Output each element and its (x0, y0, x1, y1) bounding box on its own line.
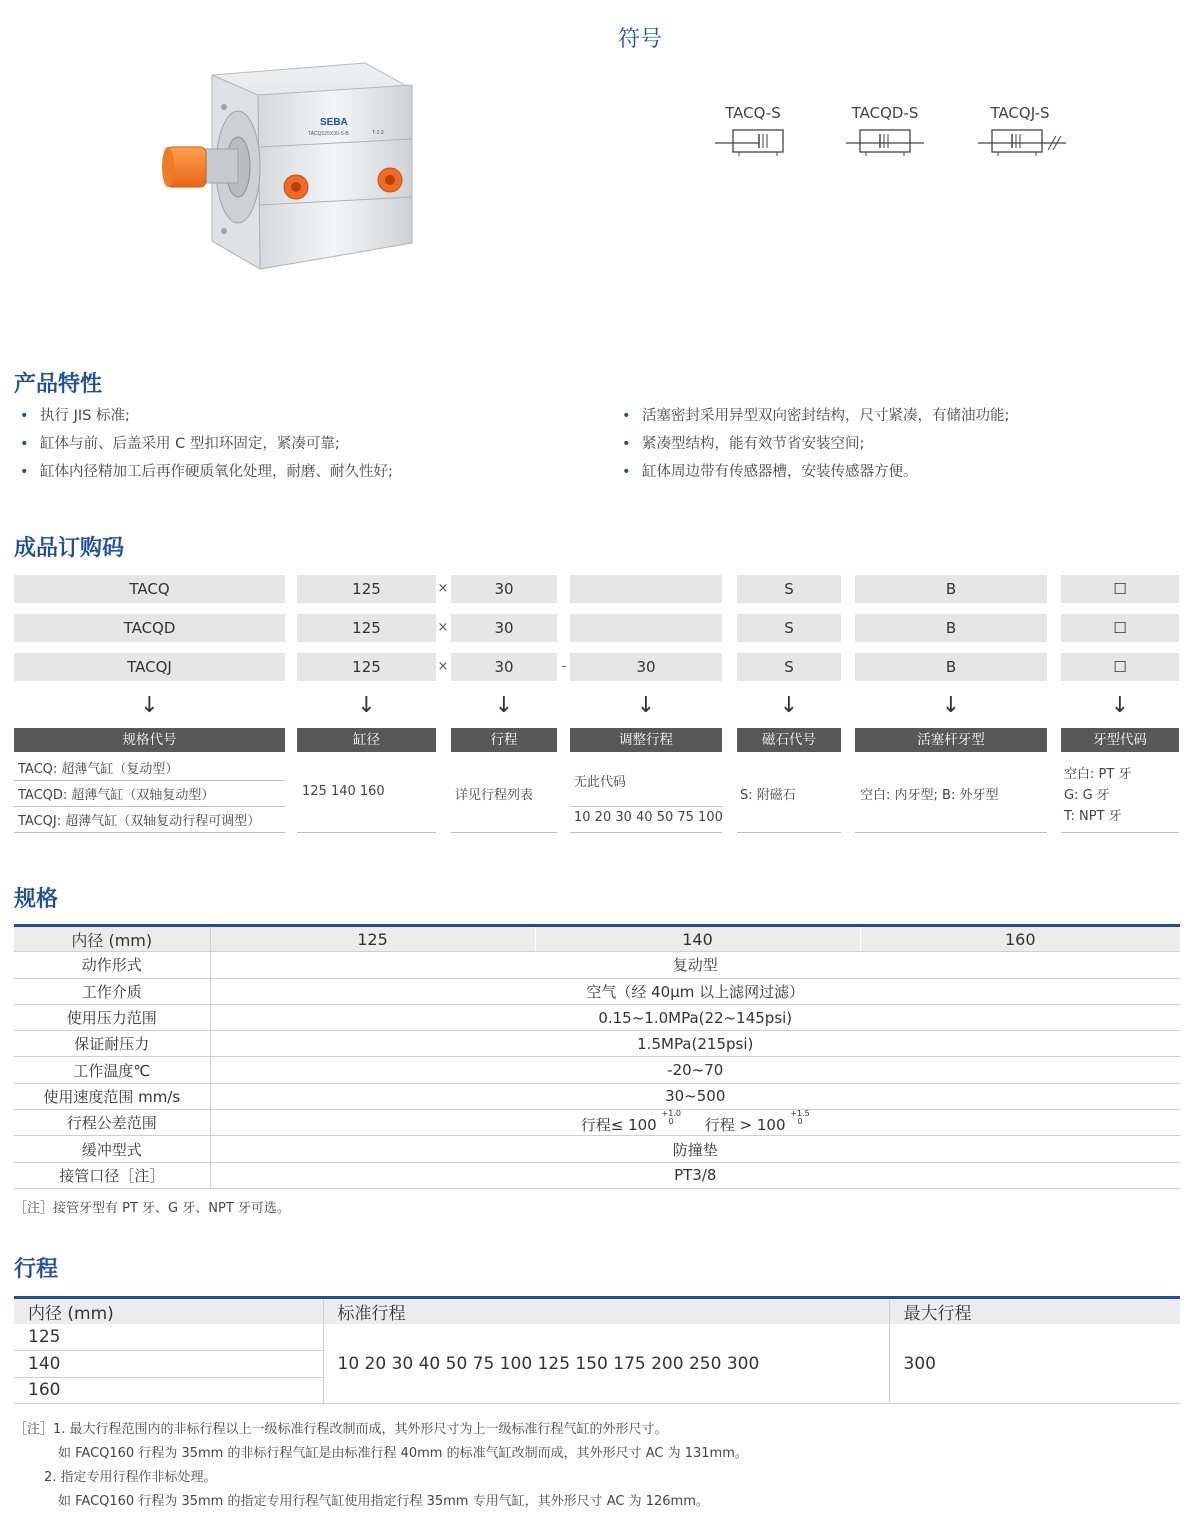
order-model-cell: TACQJ (14, 653, 285, 681)
feature-item: • 活塞密封采用异型双向密封结构，尺寸紧凑，有储油功能; (616, 402, 1186, 430)
spec-note: ［注］接管牙型有 PT 牙、G 牙、NPT 牙可选。 (14, 1201, 290, 1216)
feature-item: • 执行 JIS 标准; (14, 402, 594, 430)
tol-a: 行程≤ 100 (580, 1116, 662, 1135)
order-adjust-cell (570, 575, 722, 603)
spec-header-125: 125 (210, 926, 535, 952)
spec-row (14, 952, 1180, 978)
spec-row (14, 1136, 1180, 1162)
symbol-tacq-s (715, 126, 787, 158)
model-desc: TACQ: 超薄气缸（复动型） (18, 762, 179, 777)
order-thread-cell: ☐ (1061, 653, 1179, 681)
symbol-tacqj-s (978, 126, 1070, 158)
divider (14, 780, 285, 781)
order-magnet-cell: S (737, 614, 841, 642)
stroke-note: ［注］1. 最大行程范围内的非标行程以上一级标准行程改制而成，其外形尺寸为上一级标准行程气缸的外形尺寸。 (14, 1422, 668, 1437)
dash-sign: - (561, 659, 567, 674)
features-right-list (616, 402, 1186, 486)
times-sign: × (437, 659, 449, 674)
spec-row (14, 1110, 1180, 1136)
stroke-note: 2. 指定专用行程作非标处理。 (44, 1470, 217, 1485)
model-mark-2: T-2-3 (372, 130, 384, 136)
order-header-adjust: 调整行程 (570, 728, 722, 752)
order-header-thread: 牙型代码 (1061, 728, 1179, 752)
order-header-model: 规格代号 (14, 728, 285, 752)
spec-row (14, 978, 1180, 1004)
order-thread-cell: ☐ (1061, 614, 1179, 642)
order-thread-cell: ☐ (1061, 575, 1179, 603)
bore-desc: 125 140 160 (302, 784, 385, 799)
divider (14, 806, 285, 807)
rod-desc: 空白: 内牙型; B: 外牙型 (860, 788, 999, 803)
stroke-note: 如 FACQ160 行程为 35mm 的指定专用行程气缸使用指定行程 35mm 专用气缸，其外形尺寸 AC 为 126mm。 (58, 1494, 709, 1509)
adjust-desc: 10 20 30 40 50 75 100 (574, 810, 723, 825)
down-arrow-icon: ↓ (1110, 693, 1130, 718)
order-magnet-cell: S (737, 575, 841, 603)
stroke-header-bore: 内径 (mm) (14, 1298, 323, 1325)
divider (14, 832, 285, 833)
spec-key: 工作介质 (14, 978, 210, 1004)
stroke-standard-values: 10 20 30 40 50 75 100 125 150 175 200 250 300 (323, 1324, 889, 1404)
order-header-magnet: 磁石代号 (737, 728, 841, 752)
spec-row (14, 1004, 1180, 1030)
stroke-bore: 140 (14, 1351, 323, 1378)
spec-row (14, 1031, 1180, 1057)
spec-value: 1.5MPa(215psi) (210, 1031, 1180, 1057)
stroke-desc: 详见行程列表 (455, 788, 534, 803)
symbol-title: 符号 (617, 27, 662, 52)
order-stroke-cell: 30 (451, 653, 557, 681)
divider (570, 832, 722, 833)
spec-key: 工作温度℃ (14, 1057, 210, 1083)
model-desc: TACQD: 超薄气缸（双轴复动型） (18, 788, 215, 803)
spec-value: -20~70 (210, 1057, 1180, 1083)
spec-table (14, 924, 1180, 1189)
order-model-cell: TACQD (14, 614, 285, 642)
spec-header-row (14, 926, 1180, 952)
order-bore-cell: 125 (297, 575, 436, 603)
stroke-table (14, 1296, 1180, 1404)
stroke-title: 行程 (14, 1257, 59, 1282)
symbol-label-tacqj-s: TACQJ-S (990, 104, 1050, 122)
divider (855, 832, 1047, 833)
magnet-desc: S: 附磁石 (740, 788, 796, 803)
stroke-header-standard: 标准行程 (323, 1298, 889, 1325)
divider (737, 832, 841, 833)
order-bore-cell: 125 (297, 614, 436, 642)
model-mark: TACQ125X30-S-B (308, 131, 349, 137)
spec-row (14, 1083, 1180, 1109)
divider (297, 832, 436, 833)
spec-value-tolerance (210, 1110, 1180, 1136)
spec-key: 使用速度范围 mm/s (14, 1083, 210, 1109)
order-stroke-cell: 30 (451, 614, 557, 642)
down-arrow-icon: ↓ (779, 693, 799, 718)
spec-key: 使用压力范围 (14, 1004, 210, 1030)
spec-title: 规格 (14, 887, 59, 912)
spec-key: 保证耐压力 (14, 1031, 210, 1057)
order-rod-cell: B (855, 653, 1047, 681)
order-adjust-cell: 30 (570, 653, 722, 681)
order-bore-cell: 125 (297, 653, 436, 681)
spec-value: 防撞垫 (210, 1136, 1180, 1162)
order-stroke-cell: 30 (451, 575, 557, 603)
down-arrow-icon: ↓ (636, 693, 656, 718)
adjust-desc: 无此代码 (574, 775, 627, 790)
times-sign: × (437, 581, 449, 596)
stroke-note: 如 FACQ160 行程为 35mm 的非标行程气缸是由标准行程 40mm 的标准气缸改制而成，其外形尺寸 AC 为 131mm。 (58, 1446, 748, 1461)
order-header-bore: 缸径 (297, 728, 436, 752)
spec-value: 30~500 (210, 1083, 1180, 1109)
thread-desc: 空白: PT 牙 (1064, 767, 1132, 782)
symbol-tacqd-s (846, 126, 926, 158)
order-title: 成品订购码 (14, 536, 125, 561)
spec-value: 复动型 (210, 952, 1180, 978)
order-magnet-cell: S (737, 653, 841, 681)
down-arrow-icon: ↓ (941, 693, 961, 718)
stroke-header-row (14, 1298, 1180, 1325)
spec-key: 动作形式 (14, 952, 210, 978)
model-desc: TACQJ: 超薄气缸（双轴复动行程可调型） (18, 814, 261, 829)
stroke-max-value: 300 (889, 1324, 1180, 1404)
divider (1061, 832, 1179, 833)
stroke-header-max: 最大行程 (889, 1298, 1180, 1325)
tol-a-sup: +1.0 0 (661, 1109, 681, 1127)
feature-item: • 缸体与前、后盖采用 C 型扣环固定，紧凑可靠; (14, 430, 594, 458)
tol-b: 行程 > 100 (704, 1116, 791, 1135)
down-arrow-icon: ↓ (140, 693, 159, 718)
feature-item: • 缸体周边带有传感器槽，安装传感器方便。 (616, 458, 1186, 486)
spec-key: 接管口径［注］ (14, 1162, 210, 1188)
feature-item: • 紧凑型结构，能有效节省安装空间; (616, 430, 1186, 458)
stroke-bore: 125 (14, 1324, 323, 1351)
stroke-row (14, 1324, 1180, 1351)
spec-key: 缓冲型式 (14, 1136, 210, 1162)
brand-label: SEBA (320, 117, 348, 128)
symbol-label-tacq-s: TACQ-S (725, 104, 781, 122)
times-sign: × (437, 620, 449, 635)
thread-desc: G: G 牙 (1064, 788, 1110, 803)
spec-header-bore: 内径 (mm) (14, 926, 210, 952)
order-adjust-cell (570, 614, 722, 642)
spec-row (14, 1162, 1180, 1188)
spec-header-160: 160 (860, 926, 1180, 952)
order-model-cell: TACQ (14, 575, 285, 603)
features-title: 产品特性 (14, 372, 103, 397)
order-rod-cell: B (855, 575, 1047, 603)
feature-item: • 缸体内径精加工后再作硬质氧化处理，耐磨、耐久性好; (14, 458, 594, 486)
order-header-rod: 活塞杆牙型 (855, 728, 1047, 752)
tol-b-sup: +1.5 0 (790, 1109, 810, 1127)
symbol-label-tacqd-s: TACQD-S (851, 104, 919, 122)
order-rod-cell: B (855, 614, 1047, 642)
spec-value: 0.15~1.0MPa(22~145psi) (210, 1004, 1180, 1030)
thread-desc: T: NPT 牙 (1064, 809, 1122, 824)
order-header-stroke: 行程 (451, 728, 557, 752)
divider (451, 832, 557, 833)
spec-key: 行程公差范围 (14, 1110, 210, 1136)
product-image (150, 55, 425, 280)
features-left-list (14, 402, 594, 486)
spec-header-140: 140 (535, 926, 860, 952)
spec-value: 空气（经 40μm 以上滤网过滤） (210, 978, 1180, 1004)
spec-row (14, 1057, 1180, 1083)
down-arrow-icon: ↓ (494, 693, 514, 718)
spec-value: PT3/8 (210, 1162, 1180, 1188)
stroke-bore: 160 (14, 1377, 323, 1404)
down-arrow-icon: ↓ (357, 693, 376, 718)
divider (570, 806, 722, 807)
